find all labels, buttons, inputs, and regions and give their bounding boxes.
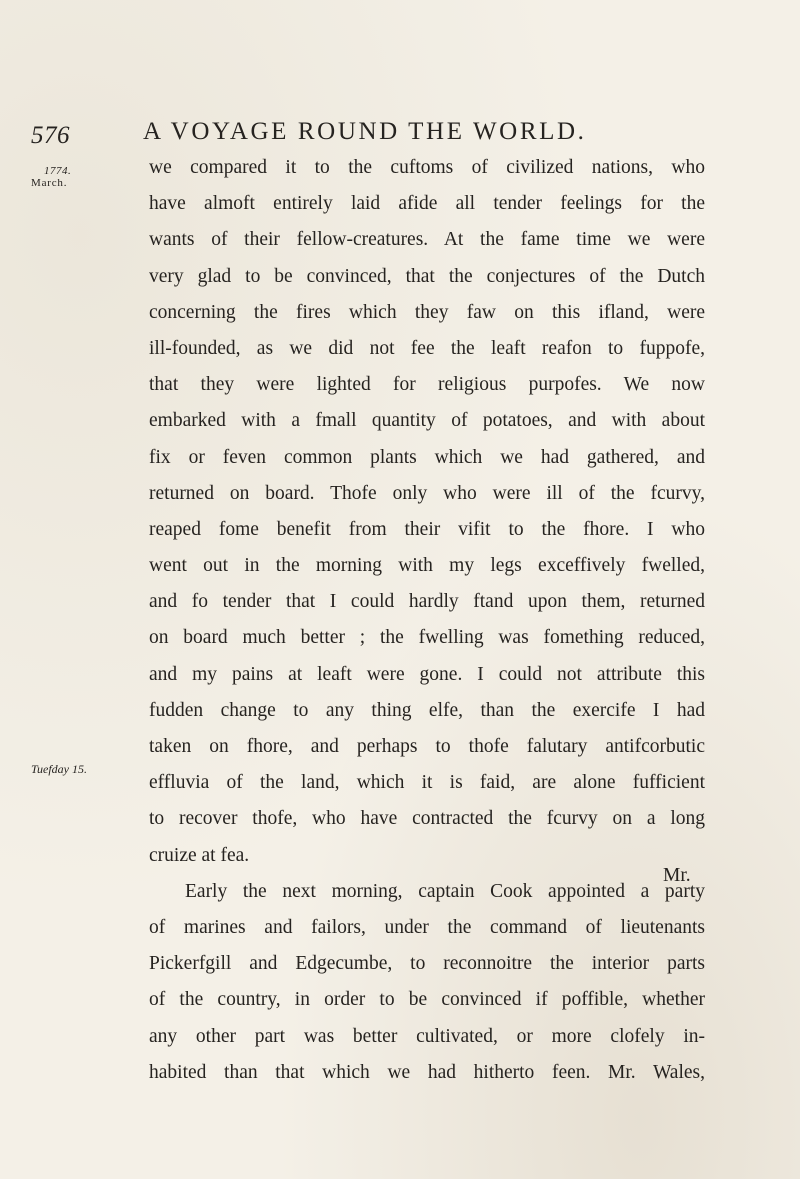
margin-month-note: March. — [31, 177, 68, 189]
text-line: cruize at fea. — [149, 844, 250, 866]
text-line: effluvia of the land, which it is faid, are alone fufficient — [149, 772, 705, 794]
page-number: 576 — [31, 122, 70, 149]
text-line: of the country, in order to be convinced if poffible, whether — [149, 989, 705, 1011]
margin-year-note: 1774. — [44, 165, 72, 177]
text-line: Pickerfgill and Edgecumbe, to reconnoitre the interior parts — [149, 953, 705, 975]
text-line: and fo tender that I could hardly ftand upon them, returned — [149, 591, 705, 613]
text-line: embarked with a fmall quantity of potatoes, and with about — [149, 410, 705, 432]
text-line: have almoft entirely laid afide all tender feelings for the — [149, 193, 705, 215]
text-line: habited than that which we had hitherto feen. Mr. Wales, — [149, 1061, 705, 1083]
text-line: very glad to be convinced, that the conjectures of the Dutch — [149, 265, 705, 287]
catchword: Mr. — [663, 865, 691, 886]
text-line: taken on fhore, and perhaps to thofe falutary antifcorbutic — [149, 736, 705, 757]
text-line: to recover thofe, who have contracted the fcurvy on a long — [149, 808, 705, 830]
text-line: concerning the fires which they faw on this ifland, were — [149, 301, 705, 323]
text-line: ill-founded, as we did not fee the leaft reafon to fuppofe, — [149, 337, 705, 359]
text-line: any other part was better cultivated, or more clofely in- — [149, 1025, 705, 1047]
running-title: A VOYAGE ROUND THE WORLD. — [143, 118, 587, 145]
body-text — [149, 150, 705, 1091]
text-line: returned on board. Thofe only who were ill of the fcurvy, — [149, 482, 705, 504]
text-line: fudden change to any thing elfe, than the exercife I had — [149, 699, 705, 721]
text-line: of marines and failors, under the command of lieutenants — [149, 916, 705, 938]
text-line: and my pains at leaft were gone. I could not attribute this — [149, 663, 705, 685]
text-line: fix or feven common plants which we had gathered, and — [149, 446, 705, 468]
paragraph-start-line: Early the next morning, captain Cook appointed a party — [185, 880, 705, 902]
text-line: on board much better ; the fwelling was fomething reduced, — [149, 627, 705, 649]
text-line: wants of their fellow-creatures. At the fame time we were — [149, 229, 705, 251]
text-line: went out in the morning with my legs exceffively fwelled, — [149, 555, 705, 577]
margin-day-note: Tuefday 15. — [31, 762, 87, 776]
text-line: we compared it to the cuftoms of civilized nations, who — [149, 157, 705, 178]
text-line: that they were lighted for religious purpofes. We now — [149, 374, 705, 396]
text-line: reaped fome benefit from their vifit to the fhore. I who — [149, 518, 705, 540]
